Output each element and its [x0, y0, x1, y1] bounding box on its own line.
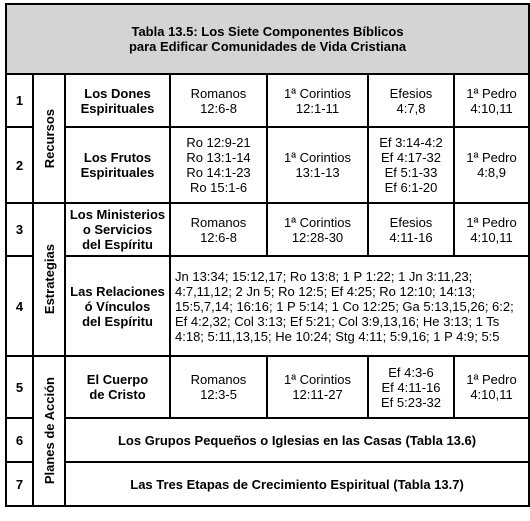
component-name: Los Ministerios o Servicios del Espíritu	[65, 203, 170, 256]
ref-corintios: 1ª Corintios 12:28-30	[267, 203, 368, 256]
components-table	[5, 3, 530, 507]
component-name: Los Dones Espirituales	[65, 74, 170, 127]
row-number: 3	[6, 203, 33, 256]
row-number: 2	[6, 127, 33, 203]
ref-corintios: 1ª Corintios 12:1-11	[267, 74, 368, 127]
ref-efesios: Ef 3:14-4:2 Ef 4:17-32 Ef 5:1-33 Ef 6:1-20	[368, 127, 454, 203]
component-name: Las Relaciones ó Vínculos del Espíritu	[65, 256, 170, 356]
table-row	[6, 74, 529, 127]
ref-corintios: 1ª Corintios 12:11-27	[267, 356, 368, 418]
component-name: El Cuerpo de Cristo	[65, 356, 170, 418]
ref-corintios: 1ª Corintios 13:1-13	[267, 127, 368, 203]
row-number: 4	[6, 256, 33, 356]
table-row	[6, 356, 529, 418]
group-planes	[33, 356, 65, 506]
title-line-2: para Edificar Comunidades de Vida Cristiana	[128, 39, 407, 54]
ref-pedro: 1ª Pedro 4:10,11	[454, 356, 529, 418]
relations-references: Jn 13:34; 15:12,17; Ro 13:8; 1 P 1:22; 1 Jn 3:11,23; 4:7,11,12; 2 Jn 5; Ro 12:5; Ef 4:25; Ro 12:10; 14:13; 15:5,7,14; 16:16; 1 P 5:14; 1 Co 12:25; Ga 5:13,15,26; 6:2; Ef 4:2,32; Col 3:13; Ef 5:21; Col 3:9,13,16; He 3:13; 1 Ts 4:18; 5:11,13,15; He 10:24; Stg 4:11; 5:9,16; 1 P 4:9; 5:5	[170, 256, 529, 356]
row-number: 1	[6, 74, 33, 127]
group-estrategias	[33, 203, 65, 356]
group-label: Planes de Acción	[41, 377, 57, 485]
group-recursos	[33, 74, 65, 203]
title-line-1: Tabla 13.5: Los Siete Componentes Bíblicos	[131, 24, 404, 39]
table-row	[6, 462, 529, 506]
group-label: Recursos	[41, 108, 57, 169]
group-label: Estrategias	[41, 244, 57, 315]
ref-efesios: Efesios 4:11-16	[368, 203, 454, 256]
growth-stages-reference: Las Tres Etapas de Crecimiento Espiritual (Tabla 13.7)	[65, 462, 529, 506]
ref-romanos: Romanos 12:6-8	[170, 203, 267, 256]
row-number: 5	[6, 356, 33, 418]
table-row	[6, 256, 529, 356]
table-row	[6, 127, 529, 203]
ref-romanos: Romanos 12:3-5	[170, 356, 267, 418]
component-name: Los Frutos Espirituales	[65, 127, 170, 203]
row-number: 6	[6, 418, 33, 462]
ref-pedro: 1ª Pedro 4:10,11	[454, 203, 529, 256]
table-row	[6, 203, 529, 256]
ref-romanos: Romanos 12:6-8	[170, 74, 267, 127]
ref-pedro: 1ª Pedro 4:8,9	[454, 127, 529, 203]
table-row	[6, 418, 529, 462]
table-container	[5, 3, 517, 507]
ref-efesios: Efesios 4:7,8	[368, 74, 454, 127]
ref-efesios: Ef 4:3-6 Ef 4:11-16 Ef 5:23-32	[368, 356, 454, 418]
ref-pedro: 1ª Pedro 4:10,11	[454, 74, 529, 127]
table-title	[6, 4, 529, 74]
small-groups-reference: Los Grupos Pequeños o Iglesias en las Casas (Tabla 13.6)	[65, 418, 529, 462]
row-number: 7	[6, 462, 33, 506]
ref-romanos: Ro 12:9-21 Ro 13:1-14 Ro 14:1-23 Ro 15:1-6	[170, 127, 267, 203]
